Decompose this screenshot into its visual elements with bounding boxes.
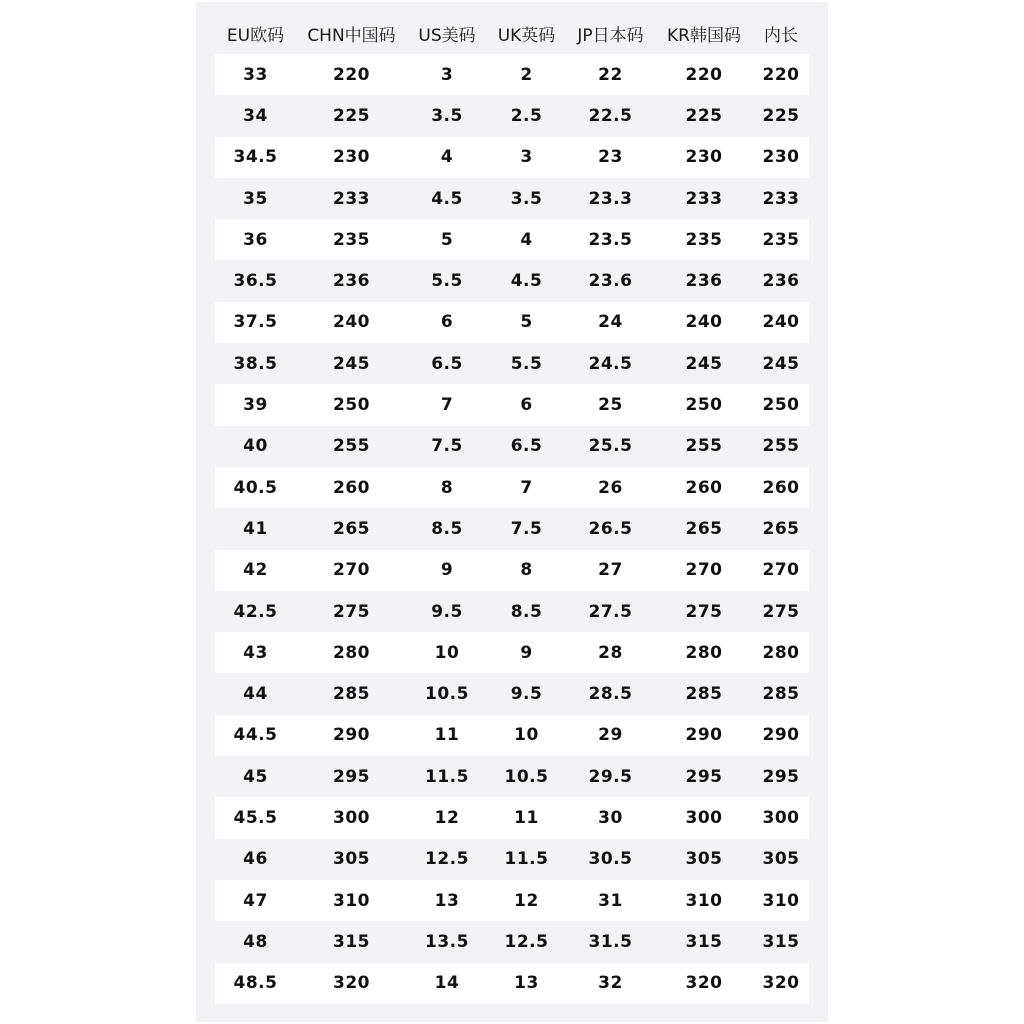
chn-size-cell: 236 [296, 260, 407, 301]
table-row [215, 797, 809, 838]
table-row [215, 54, 809, 95]
chn-size-cell: 235 [296, 219, 407, 260]
inner-length-cell: 225 [753, 95, 809, 136]
eu-size-cell: 40 [215, 426, 296, 467]
eu-size-cell: 44 [215, 673, 296, 714]
jp-size-cell: 30.5 [566, 839, 655, 880]
jp-size-cell: 23.3 [566, 178, 655, 219]
us-size-cell: 3.5 [407, 95, 487, 136]
table-row [215, 467, 809, 508]
us-size-cell: 9 [407, 550, 487, 591]
header-jp: JP日本码 [577, 26, 644, 46]
table-row [215, 384, 809, 425]
inner-length-cell: 233 [753, 178, 809, 219]
kr-size-cell: 245 [655, 343, 753, 384]
eu-size-cell: 40.5 [215, 467, 296, 508]
uk-size-cell: 7 [487, 467, 566, 508]
uk-size-cell: 2.5 [487, 95, 566, 136]
us-size-cell: 6 [407, 302, 487, 343]
jp-size-cell: 28.5 [566, 673, 655, 714]
eu-size-cell: 45.5 [215, 797, 296, 838]
us-size-cell: 13.5 [407, 921, 487, 962]
kr-size-cell: 236 [655, 260, 753, 301]
table-row [215, 302, 809, 343]
inner-length-cell: 260 [753, 467, 809, 508]
uk-size-cell: 4.5 [487, 260, 566, 301]
chn-size-cell: 315 [296, 921, 407, 962]
chn-size-cell: 245 [296, 343, 407, 384]
uk-size-cell: 9.5 [487, 673, 566, 714]
inner-length-cell: 265 [753, 508, 809, 549]
inner-length-cell: 245 [753, 343, 809, 384]
eu-size-cell: 38.5 [215, 343, 296, 384]
us-size-cell: 4.5 [407, 178, 487, 219]
inner-length-cell: 255 [753, 426, 809, 467]
inner-length-cell: 230 [753, 137, 809, 178]
uk-size-cell: 9 [487, 632, 566, 673]
eu-size-cell: 48 [215, 921, 296, 962]
jp-size-cell: 28 [566, 632, 655, 673]
eu-size-cell: 34 [215, 95, 296, 136]
us-size-cell: 5.5 [407, 260, 487, 301]
inner-length-cell: 320 [753, 963, 809, 1004]
jp-size-cell: 22 [566, 54, 655, 95]
kr-size-cell: 280 [655, 632, 753, 673]
chn-size-cell: 225 [296, 95, 407, 136]
us-size-cell: 10 [407, 632, 487, 673]
table-row [215, 137, 809, 178]
table-row [215, 673, 809, 714]
uk-size-cell: 12.5 [487, 921, 566, 962]
eu-size-cell: 46 [215, 839, 296, 880]
inner-length-cell: 300 [753, 797, 809, 838]
jp-size-cell: 30 [566, 797, 655, 838]
kr-size-cell: 230 [655, 137, 753, 178]
jp-size-cell: 23.5 [566, 219, 655, 260]
uk-size-cell: 13 [487, 963, 566, 1004]
jp-size-cell: 31.5 [566, 921, 655, 962]
table-row [215, 95, 809, 136]
chn-size-cell: 270 [296, 550, 407, 591]
chn-size-cell: 240 [296, 302, 407, 343]
inner-length-cell: 315 [753, 921, 809, 962]
kr-size-cell: 270 [655, 550, 753, 591]
jp-size-cell: 22.5 [566, 95, 655, 136]
uk-size-cell: 6.5 [487, 426, 566, 467]
kr-size-cell: 250 [655, 384, 753, 425]
uk-size-cell: 8.5 [487, 591, 566, 632]
kr-size-cell: 290 [655, 715, 753, 756]
header-row [215, 13, 809, 54]
chn-size-cell: 300 [296, 797, 407, 838]
eu-size-cell: 37.5 [215, 302, 296, 343]
eu-size-cell: 47 [215, 880, 296, 921]
us-size-cell: 3 [407, 54, 487, 95]
jp-size-cell: 26.5 [566, 508, 655, 549]
chn-size-cell: 275 [296, 591, 407, 632]
inner-length-cell: 236 [753, 260, 809, 301]
us-size-cell: 13 [407, 880, 487, 921]
uk-size-cell: 11.5 [487, 839, 566, 880]
us-size-cell: 5 [407, 219, 487, 260]
jp-size-cell: 23 [566, 137, 655, 178]
jp-size-cell: 23.6 [566, 260, 655, 301]
eu-size-cell: 35 [215, 178, 296, 219]
eu-size-cell: 48.5 [215, 963, 296, 1004]
kr-size-cell: 255 [655, 426, 753, 467]
inner-length-cell: 290 [753, 715, 809, 756]
us-size-cell: 7 [407, 384, 487, 425]
us-size-cell: 12.5 [407, 839, 487, 880]
jp-size-cell: 24 [566, 302, 655, 343]
chn-size-cell: 280 [296, 632, 407, 673]
eu-size-cell: 45 [215, 756, 296, 797]
size-chart-panel [196, 2, 828, 1022]
chn-size-cell: 220 [296, 54, 407, 95]
kr-size-cell: 275 [655, 591, 753, 632]
uk-size-cell: 8 [487, 550, 566, 591]
kr-size-cell: 233 [655, 178, 753, 219]
chn-size-cell: 320 [296, 963, 407, 1004]
kr-size-cell: 315 [655, 921, 753, 962]
chn-size-cell: 285 [296, 673, 407, 714]
eu-size-cell: 39 [215, 384, 296, 425]
inner-length-cell: 250 [753, 384, 809, 425]
table-row [215, 591, 809, 632]
size-conversion-table [215, 13, 809, 1004]
chn-size-cell: 260 [296, 467, 407, 508]
jp-size-cell: 26 [566, 467, 655, 508]
header-chn: CHN中国码 [307, 26, 396, 46]
eu-size-cell: 42 [215, 550, 296, 591]
inner-length-cell: 275 [753, 591, 809, 632]
kr-size-cell: 285 [655, 673, 753, 714]
kr-size-cell: 265 [655, 508, 753, 549]
kr-size-cell: 235 [655, 219, 753, 260]
us-size-cell: 9.5 [407, 591, 487, 632]
eu-size-cell: 42.5 [215, 591, 296, 632]
kr-size-cell: 240 [655, 302, 753, 343]
uk-size-cell: 10.5 [487, 756, 566, 797]
header-eu: EU欧码 [226, 26, 285, 46]
kr-size-cell: 260 [655, 467, 753, 508]
table-row [215, 921, 809, 962]
uk-size-cell: 11 [487, 797, 566, 838]
uk-size-cell: 5 [487, 302, 566, 343]
jp-size-cell: 27.5 [566, 591, 655, 632]
header-inner-length: 内长 [764, 26, 798, 46]
eu-size-cell: 34.5 [215, 137, 296, 178]
table-row [215, 178, 809, 219]
uk-size-cell: 3.5 [487, 178, 566, 219]
table-row [215, 880, 809, 921]
us-size-cell: 10.5 [407, 673, 487, 714]
jp-size-cell: 24.5 [566, 343, 655, 384]
us-size-cell: 14 [407, 963, 487, 1004]
eu-size-cell: 43 [215, 632, 296, 673]
table-row [215, 426, 809, 467]
inner-length-cell: 295 [753, 756, 809, 797]
us-size-cell: 11.5 [407, 756, 487, 797]
table-row [215, 632, 809, 673]
chn-size-cell: 295 [296, 756, 407, 797]
eu-size-cell: 41 [215, 508, 296, 549]
chn-size-cell: 305 [296, 839, 407, 880]
uk-size-cell: 10 [487, 715, 566, 756]
header-us: US美码 [418, 26, 476, 46]
table-row [215, 508, 809, 549]
chn-size-cell: 233 [296, 178, 407, 219]
inner-length-cell: 305 [753, 839, 809, 880]
table-row [215, 550, 809, 591]
kr-size-cell: 295 [655, 756, 753, 797]
uk-size-cell: 2 [487, 54, 566, 95]
eu-size-cell: 36 [215, 219, 296, 260]
uk-size-cell: 7.5 [487, 508, 566, 549]
inner-length-cell: 285 [753, 673, 809, 714]
chn-size-cell: 255 [296, 426, 407, 467]
jp-size-cell: 31 [566, 880, 655, 921]
us-size-cell: 6.5 [407, 343, 487, 384]
us-size-cell: 8 [407, 467, 487, 508]
inner-length-cell: 235 [753, 219, 809, 260]
inner-length-cell: 240 [753, 302, 809, 343]
header-kr: KR韩国码 [667, 26, 741, 46]
table-row [215, 219, 809, 260]
header-uk: UK英码 [497, 26, 556, 46]
chn-size-cell: 265 [296, 508, 407, 549]
jp-size-cell: 25 [566, 384, 655, 425]
us-size-cell: 12 [407, 797, 487, 838]
chn-size-cell: 230 [296, 137, 407, 178]
inner-length-cell: 280 [753, 632, 809, 673]
uk-size-cell: 6 [487, 384, 566, 425]
us-size-cell: 8.5 [407, 508, 487, 549]
uk-size-cell: 4 [487, 219, 566, 260]
uk-size-cell: 5.5 [487, 343, 566, 384]
kr-size-cell: 300 [655, 797, 753, 838]
eu-size-cell: 44.5 [215, 715, 296, 756]
kr-size-cell: 320 [655, 963, 753, 1004]
kr-size-cell: 305 [655, 839, 753, 880]
table-row [215, 839, 809, 880]
jp-size-cell: 27 [566, 550, 655, 591]
chn-size-cell: 290 [296, 715, 407, 756]
table-row [215, 343, 809, 384]
jp-size-cell: 25.5 [566, 426, 655, 467]
chn-size-cell: 310 [296, 880, 407, 921]
table-row [215, 756, 809, 797]
inner-length-cell: 220 [753, 54, 809, 95]
inner-length-cell: 270 [753, 550, 809, 591]
eu-size-cell: 36.5 [215, 260, 296, 301]
table-row [215, 715, 809, 756]
jp-size-cell: 29 [566, 715, 655, 756]
table-row [215, 963, 809, 1004]
inner-length-cell: 310 [753, 880, 809, 921]
uk-size-cell: 12 [487, 880, 566, 921]
table-row [215, 260, 809, 301]
us-size-cell: 7.5 [407, 426, 487, 467]
us-size-cell: 11 [407, 715, 487, 756]
table-body [215, 54, 809, 1004]
eu-size-cell: 33 [215, 54, 296, 95]
jp-size-cell: 29.5 [566, 756, 655, 797]
us-size-cell: 4 [407, 137, 487, 178]
kr-size-cell: 220 [655, 54, 753, 95]
chn-size-cell: 250 [296, 384, 407, 425]
uk-size-cell: 3 [487, 137, 566, 178]
jp-size-cell: 32 [566, 963, 655, 1004]
kr-size-cell: 225 [655, 95, 753, 136]
kr-size-cell: 310 [655, 880, 753, 921]
